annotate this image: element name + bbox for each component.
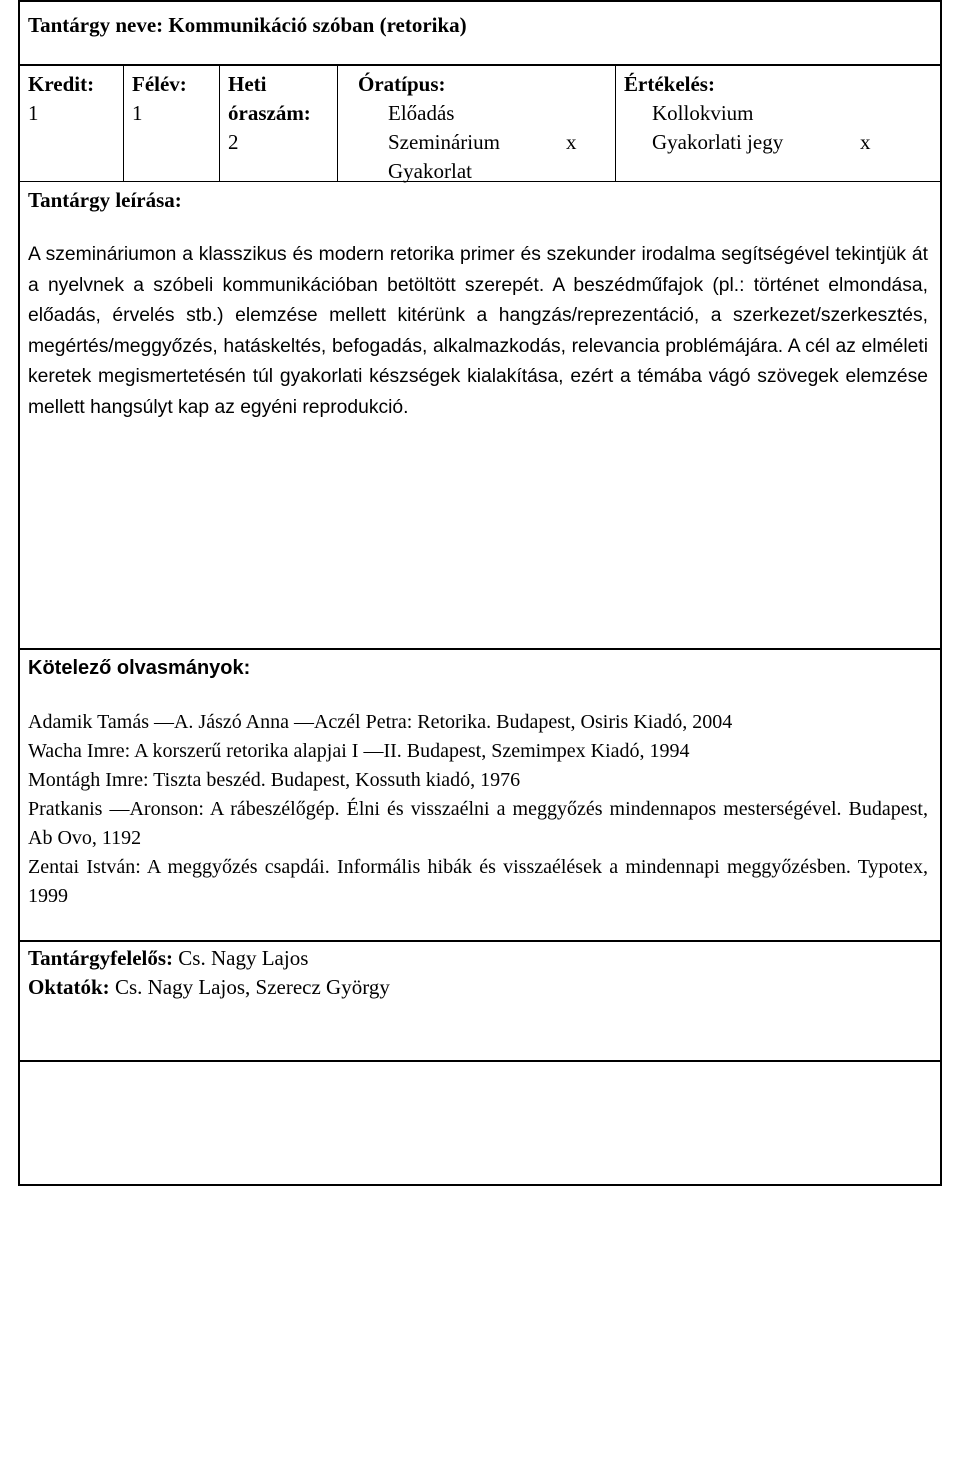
oktatok-line (28, 973, 390, 1002)
oratipus-mark: x (566, 130, 577, 154)
oratipus-option-gyakorlat: Gyakorlat (388, 159, 472, 183)
reading-item: Adamik Tamás —A. Jászó Anna —Aczél Petra: Retorika. Budapest, Osiris Kiadó, 2004 (28, 711, 733, 733)
info-and-description-row (20, 66, 940, 650)
responsible-block (28, 944, 390, 1002)
reading-item: Zentai István: A meggyőzés csapdái. Informális hibák és visszaélések a mindennapi meggyőzésben. Typotex, 1999 (28, 856, 928, 907)
ertekeles-option-gyakorlati-jegy: Gyakorlati jegy (652, 130, 784, 154)
felelos-line (28, 944, 390, 973)
reading-item: Montágh Imre: Tiszta beszéd. Budapest, Kossuth kiadó, 1976 (28, 769, 521, 791)
oratipus-cell (338, 66, 616, 182)
heti-oraszam-cell (220, 66, 338, 182)
felev-value: 1 (132, 101, 143, 125)
empty-row (20, 1062, 940, 1186)
kredit-cell (20, 66, 124, 182)
ertekeles-option-kollokvium: Kollokvium (652, 101, 754, 125)
felev-cell (124, 66, 220, 182)
oktatok-label: Oktatók: (28, 975, 110, 999)
heti-value: 2 (228, 130, 239, 154)
readings-list (28, 708, 928, 911)
readings-row (20, 650, 940, 942)
kredit-label: Kredit: (28, 72, 95, 96)
reading-item: Wacha Imre: A korszerű retorika alapjai I —II. Budapest, Szemimpex Kiadó, 1994 (28, 740, 690, 762)
description-text: A szemináriumon a klasszikus és modern retorika primer és szekunder irodalma segítségével tekintjük át a nyelvnek a szóbeli kommunikációban betöltött szerepét. A beszédműfajok (pl.: történet elmondása, előadás, érvelés stb.) elemzése mellett kitérünk a hangzás/reprezentáció, a szerkezet/szerkesztés, megértés/meggyőzés, hatáskeltés, befogadás, alkalmazkodás, relevancia problémájára. A cél az elméleti keretek megismertetésén túl gyakorlati készségek kialakítása, ezért a témába vágó szövegek elemzése mellett hangsúlyt kap az egyéni reprodukció. (28, 244, 928, 418)
ertekeles-cell (616, 66, 942, 182)
readings-label: Kötelező olvasmányok: (28, 657, 251, 679)
ertekeles-mark: x (860, 130, 871, 154)
oratipus-option-szeminarium: Szeminárium (388, 130, 500, 154)
oratipus-option-eloadas: Előadás (388, 101, 455, 125)
info-grid (20, 66, 942, 182)
felelos-value: Cs. Nagy Lajos (173, 946, 309, 970)
oratipus-label: Óratípus: (358, 72, 446, 96)
heti-label-2: óraszám: (228, 101, 311, 125)
oktatok-value: Cs. Nagy Lajos, Szerecz György (109, 975, 390, 999)
ertekeles-label: Értékelés: (624, 72, 715, 96)
kredit-value: 1 (28, 101, 39, 125)
description-label: Tantárgy leírása: (28, 188, 182, 212)
course-title: Tantárgy neve: Kommunikáció szóban (retorika) (28, 13, 467, 37)
reading-item: Pratkanis —Aronson: A rábeszélőgép. Élni és visszaélni a meggyőzés mindennapos mesterségével. Budapest, Ab Ovo, 1192 (28, 798, 928, 849)
felev-label: Félév: (132, 72, 187, 96)
responsible-row (20, 942, 940, 1062)
title-row (20, 2, 940, 66)
heti-label-1: Heti (228, 72, 267, 96)
felelos-label: Tantárgyfelelős: (28, 946, 174, 970)
course-sheet (18, 0, 942, 1186)
